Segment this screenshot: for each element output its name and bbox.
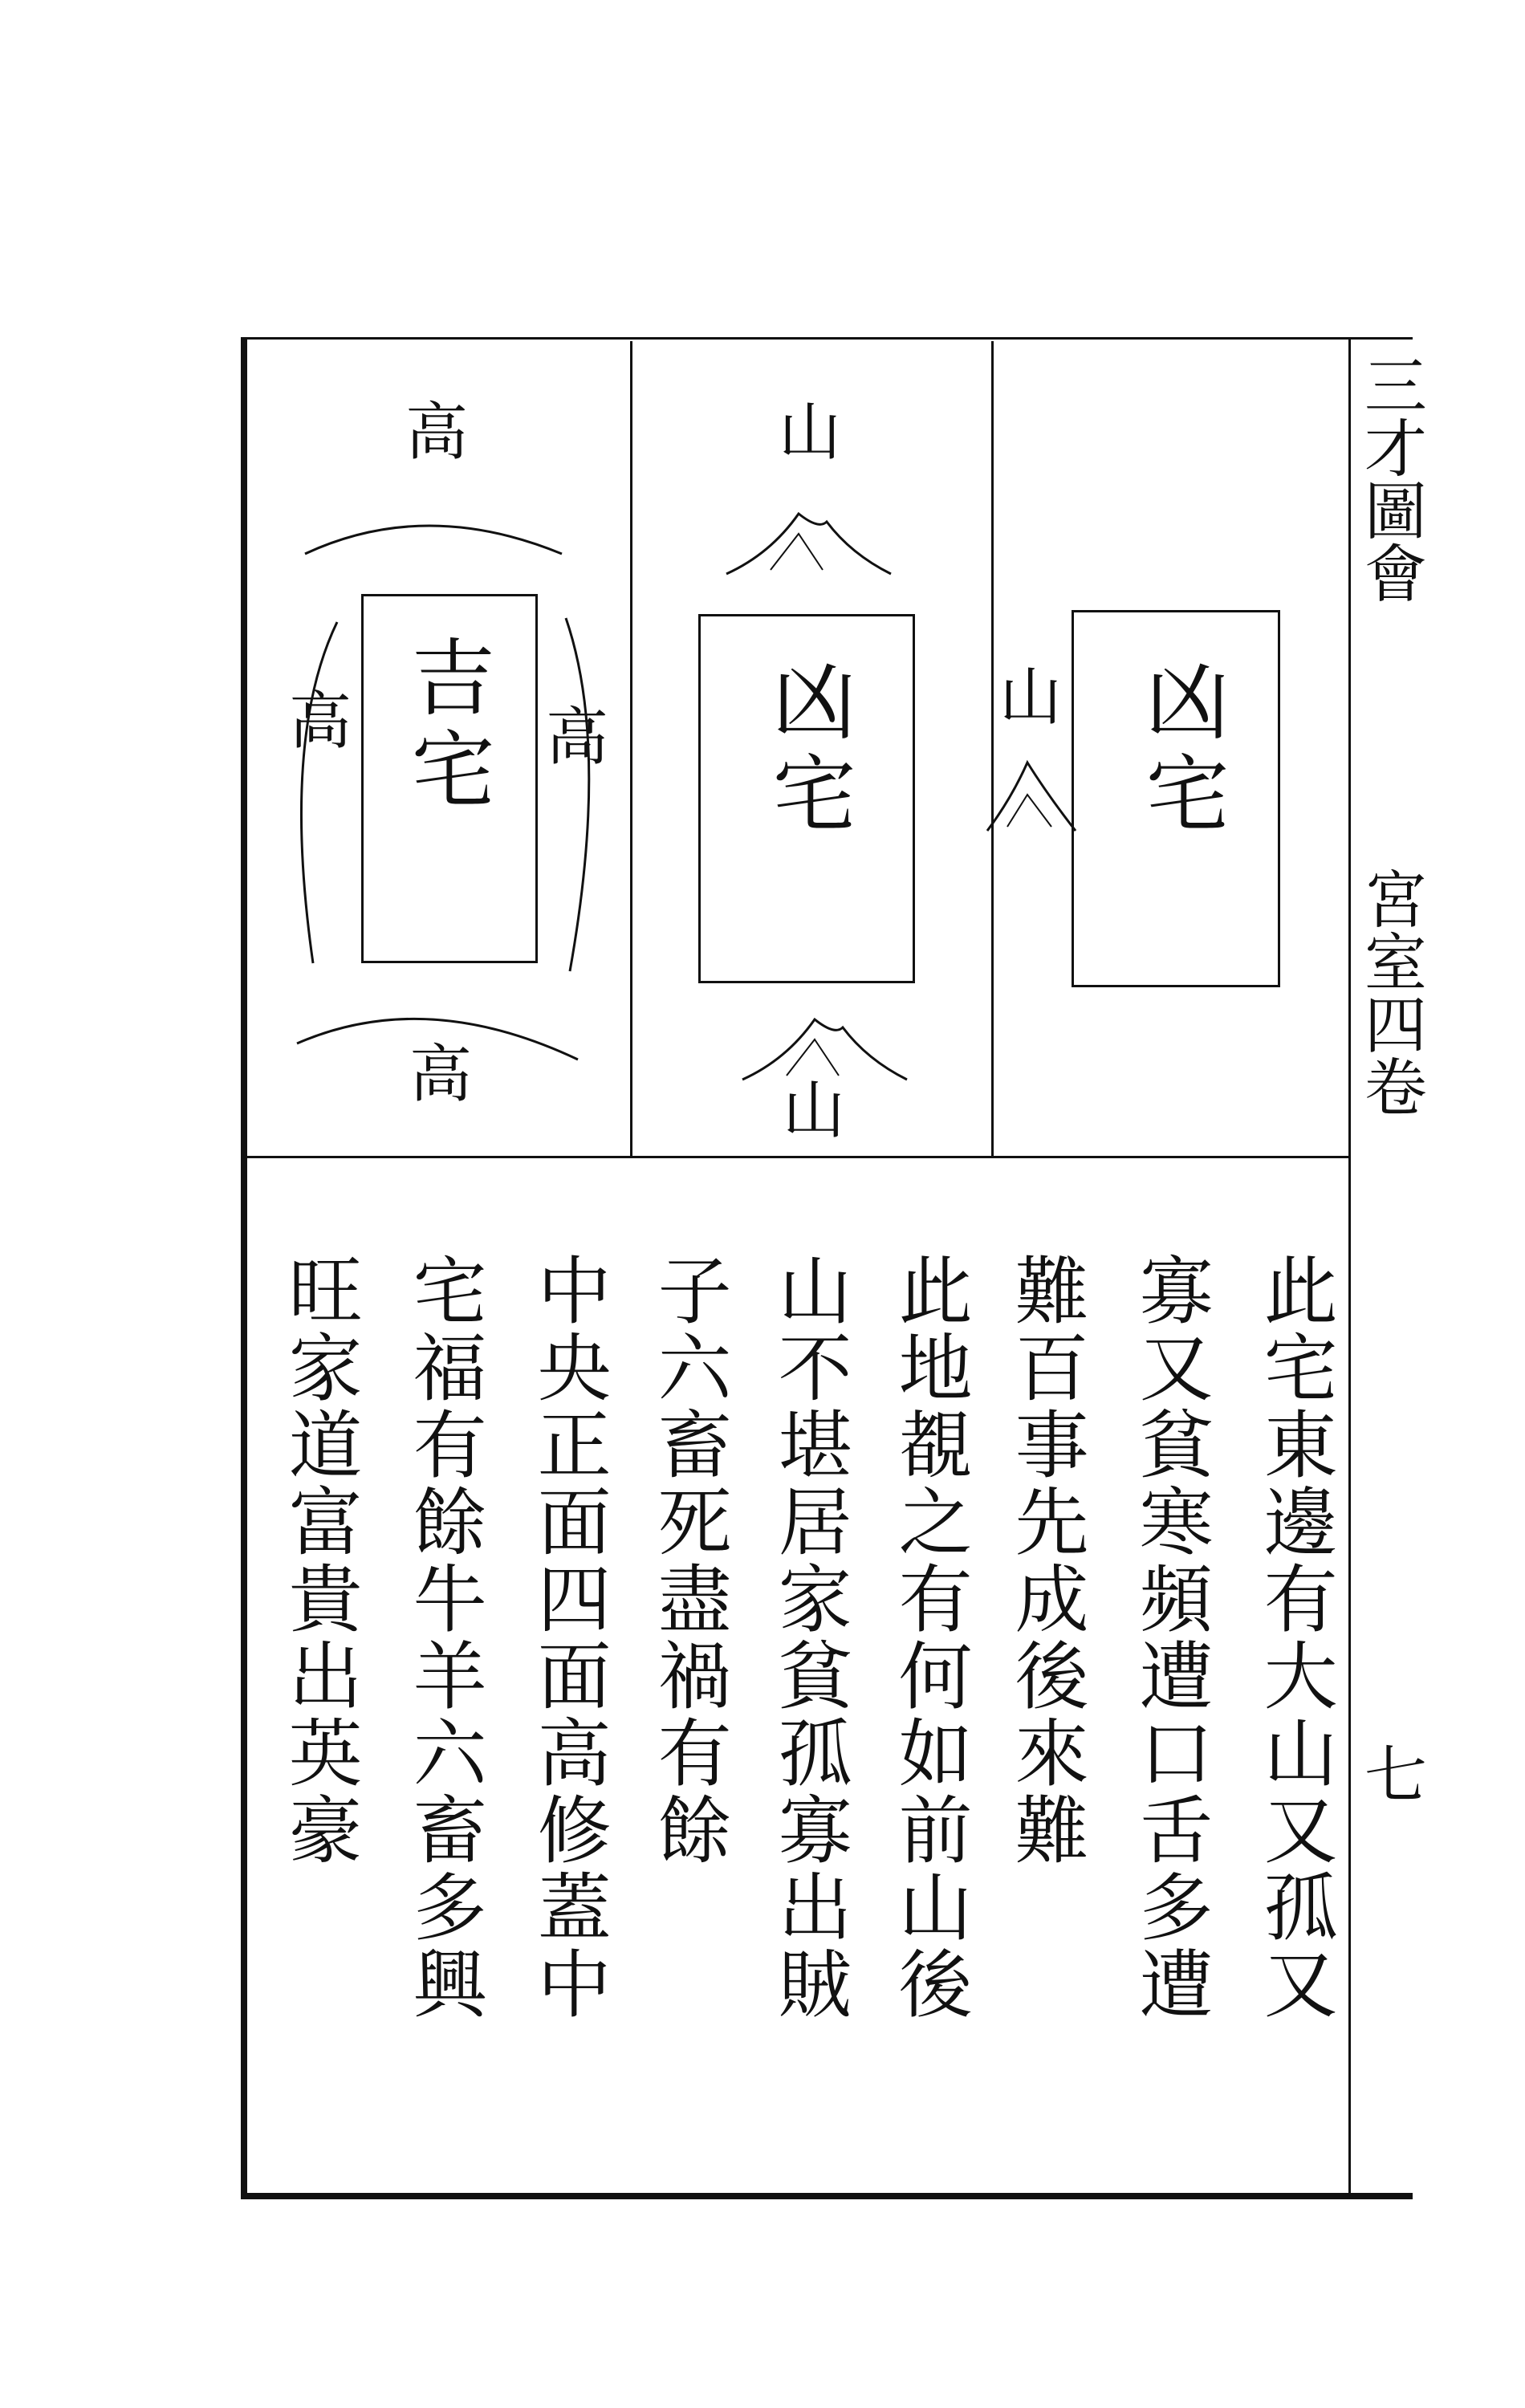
figure-3-mark-left: 山	[999, 661, 1063, 734]
divider-horizontal	[241, 1156, 1348, 1158]
margin-section: 宮室四卷	[1353, 867, 1426, 1117]
figure-1-mark-left: 高	[289, 685, 352, 758]
figure-1-mark-top: 高	[405, 397, 469, 469]
mountain-icon	[983, 750, 1080, 839]
figure-2-mark-bottom: 山	[783, 1075, 846, 1147]
margin-title: 三才圖會	[1353, 353, 1426, 604]
text-column-2: 寡又貧寒頻遭口舌多遭	[1127, 1252, 1214, 2023]
margin-strip	[1348, 337, 1413, 2199]
divider-panel-1	[630, 341, 632, 1156]
text-column-9: 旺家道富貴出英豪	[276, 1252, 363, 1869]
figure-1-mark-bottom: 高	[409, 1039, 473, 1111]
figure-1-mark-right: 高	[546, 702, 609, 774]
text-column-3: 難百事先成後來難	[1002, 1252, 1089, 1869]
text-column-4: 此地覩之有何如前山後	[886, 1252, 973, 2023]
text-column-6: 子六畜死盡禍有餘	[645, 1252, 732, 1869]
mountain-icon	[722, 498, 899, 586]
figure-2-mark-top: 山	[779, 397, 842, 469]
figure-1-house-label: 吉宅	[396, 634, 495, 817]
divider-panel-2	[991, 341, 994, 1156]
figure-3-house-label: 凶宅	[1131, 658, 1230, 841]
text-column-8: 宅福有餘牛羊六畜多興	[401, 1252, 487, 2023]
text-column-1: 此宅東邊有大山又孤又	[1251, 1252, 1338, 2023]
figure-2-house-label: 凶宅	[758, 658, 856, 841]
text-column-7: 中央正面四面高修蓋中	[525, 1252, 612, 2023]
margin-folio: 七	[1353, 1742, 1426, 1804]
text-column-5: 山不堪居家貧孤寡出賊	[766, 1252, 852, 2023]
